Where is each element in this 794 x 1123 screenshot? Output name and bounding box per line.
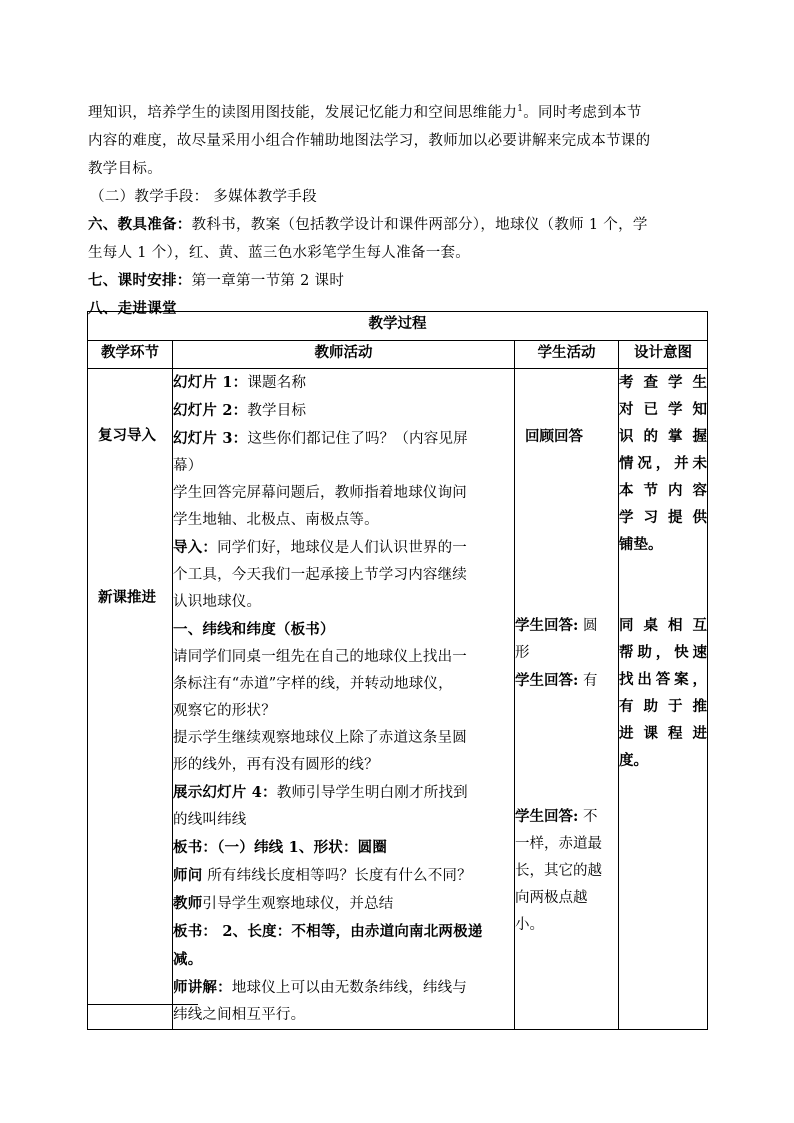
teacher-line: 师讲解：地球仪上可以由无数条纬线，纬线与: [173, 979, 468, 996]
student-answer-1: 学生回答: 圆: [515, 617, 598, 634]
student-activity-cell: [515, 369, 619, 1030]
section-7-heading: 七、课时安排：: [88, 271, 192, 289]
teacher-line: 学生地轴、北极点、南极点等。: [173, 512, 379, 528]
teacher-line: 个工具，今天我们一起承接上节学习内容继续: [173, 567, 467, 583]
student-answer-3: 学生回答: 不: [515, 808, 598, 825]
teacher-line: 认识地球仪。: [173, 594, 262, 610]
teacher-line: 纬线之间相互平行。: [173, 1007, 306, 1023]
col-header-teacher: 教师活动: [173, 341, 515, 369]
col-header-design: 设计意图: [619, 341, 708, 369]
section-6-text: 教科书，教案（包括教学设计和课件两部分），地球仪（教师 1 个，学: [191, 216, 648, 233]
teacher-line: 请同学们同桌一组先在自己的地球仪上找出一: [173, 649, 467, 665]
footnote-mark: 1: [517, 104, 524, 114]
teacher-line: 观察它的形状？: [173, 703, 276, 719]
teacher-activity-cell: [173, 369, 515, 1030]
teacher-line: 学生回答完屏幕问题后，教师指着地球仪询问: [173, 485, 467, 501]
section-6-heading: 六、教具准备：: [88, 215, 192, 233]
teacher-line: 减。: [173, 951, 203, 968]
intro-line-3: 教学目标。: [88, 160, 162, 177]
section-6: [88, 211, 706, 239]
col-header-student: 学生活动: [515, 341, 619, 369]
teacher-line: 提示学生继续观察地球仪上除了赤道这条呈圆: [173, 730, 467, 746]
teacher-line: 形的线外，再有没有圆形的线？: [173, 757, 379, 773]
footnote-separator: [88, 1004, 198, 1005]
section-7-text: 第一章第一节第 2 课时: [191, 272, 345, 289]
teacher-line: 幻灯片 1：课题名称: [173, 374, 307, 391]
stage-review: 复习导入: [98, 427, 156, 444]
student-answer-3-line-1: 一样，赤道最: [515, 836, 602, 852]
teacher-line: 教师引导学生观察地球仪，并总结: [173, 895, 394, 912]
teacher-activity-lines: [173, 369, 514, 1029]
student-answer-3-line-3: 向两极点越: [515, 890, 588, 906]
table-title: 教学过程: [88, 312, 708, 341]
col-header-stage: 教学环节: [88, 341, 173, 369]
stage-new-lesson: 新课推进: [98, 589, 156, 606]
stage-cell: [88, 369, 173, 1030]
design-intent-cell: [619, 369, 708, 1030]
section-7: [88, 267, 706, 295]
teacher-line: 幕）: [173, 458, 203, 474]
lesson-process-table: [87, 311, 708, 1030]
student-answer-1-cont: 形: [515, 645, 530, 661]
design-intent-1: 考查学生 对已学知 识的掌握 情况，并未 本节内容 学习提供 铺垫。: [619, 374, 707, 553]
student-review-answer: 回顾回答: [525, 428, 583, 445]
teacher-line: 的线叫纬线: [173, 812, 247, 828]
teacher-line: 师问 所有纬线长度相等吗？长度有什么不同？: [173, 867, 472, 884]
teacher-line: 板书： 2、长度：不相等，由赤道向南北两极递: [173, 923, 483, 940]
teacher-line: 幻灯片 2：教学目标: [173, 402, 307, 419]
teacher-line: 条标注有“赤道”字样的线，并转动地球仪，: [173, 676, 453, 692]
teaching-means-line: （二）教学手段： 多媒体教学手段: [90, 188, 317, 205]
intro-line-2: 内容的难度，故尽量采用小组合作辅助地图法学习，教师加以必要讲解来完成本节课的: [88, 132, 651, 149]
teacher-line: 导入：同学们好，地球仪是人们认识世界的一: [173, 539, 468, 556]
section-6-text-2: 生每人 1 个），红、黄、蓝三色水彩笔学生每人准备一套。: [88, 244, 471, 261]
section-8-heading: 八、走进课堂: [88, 299, 177, 317]
intro-paragraph: [88, 95, 706, 323]
intro-line-1: 理知识，培养学生的读图用图技能，发展记忆能力和空间思维能力$^1$。同时考虑到本节: [88, 104, 642, 121]
student-answer-3-line-2: 长，其它的越: [515, 863, 602, 879]
teacher-line: 一、纬线和纬度（板书）: [173, 621, 335, 638]
teacher-line: 板书：（一）纬线 1、形状：圆圈: [173, 839, 388, 856]
student-answer-3-line-4: 小。: [515, 917, 544, 933]
student-answer-2: 学生回答: 有: [515, 672, 598, 689]
teacher-line: 幻灯片 3：这些你们都记住了吗？（内容见屏: [173, 430, 468, 447]
teacher-line: 展示幻灯片 4：教师引导学生明白刚才所找到: [173, 784, 468, 801]
design-intent-2: 同桌相互 帮助，快速 找出答案， 有助于推 进课程进 度。: [619, 617, 707, 769]
